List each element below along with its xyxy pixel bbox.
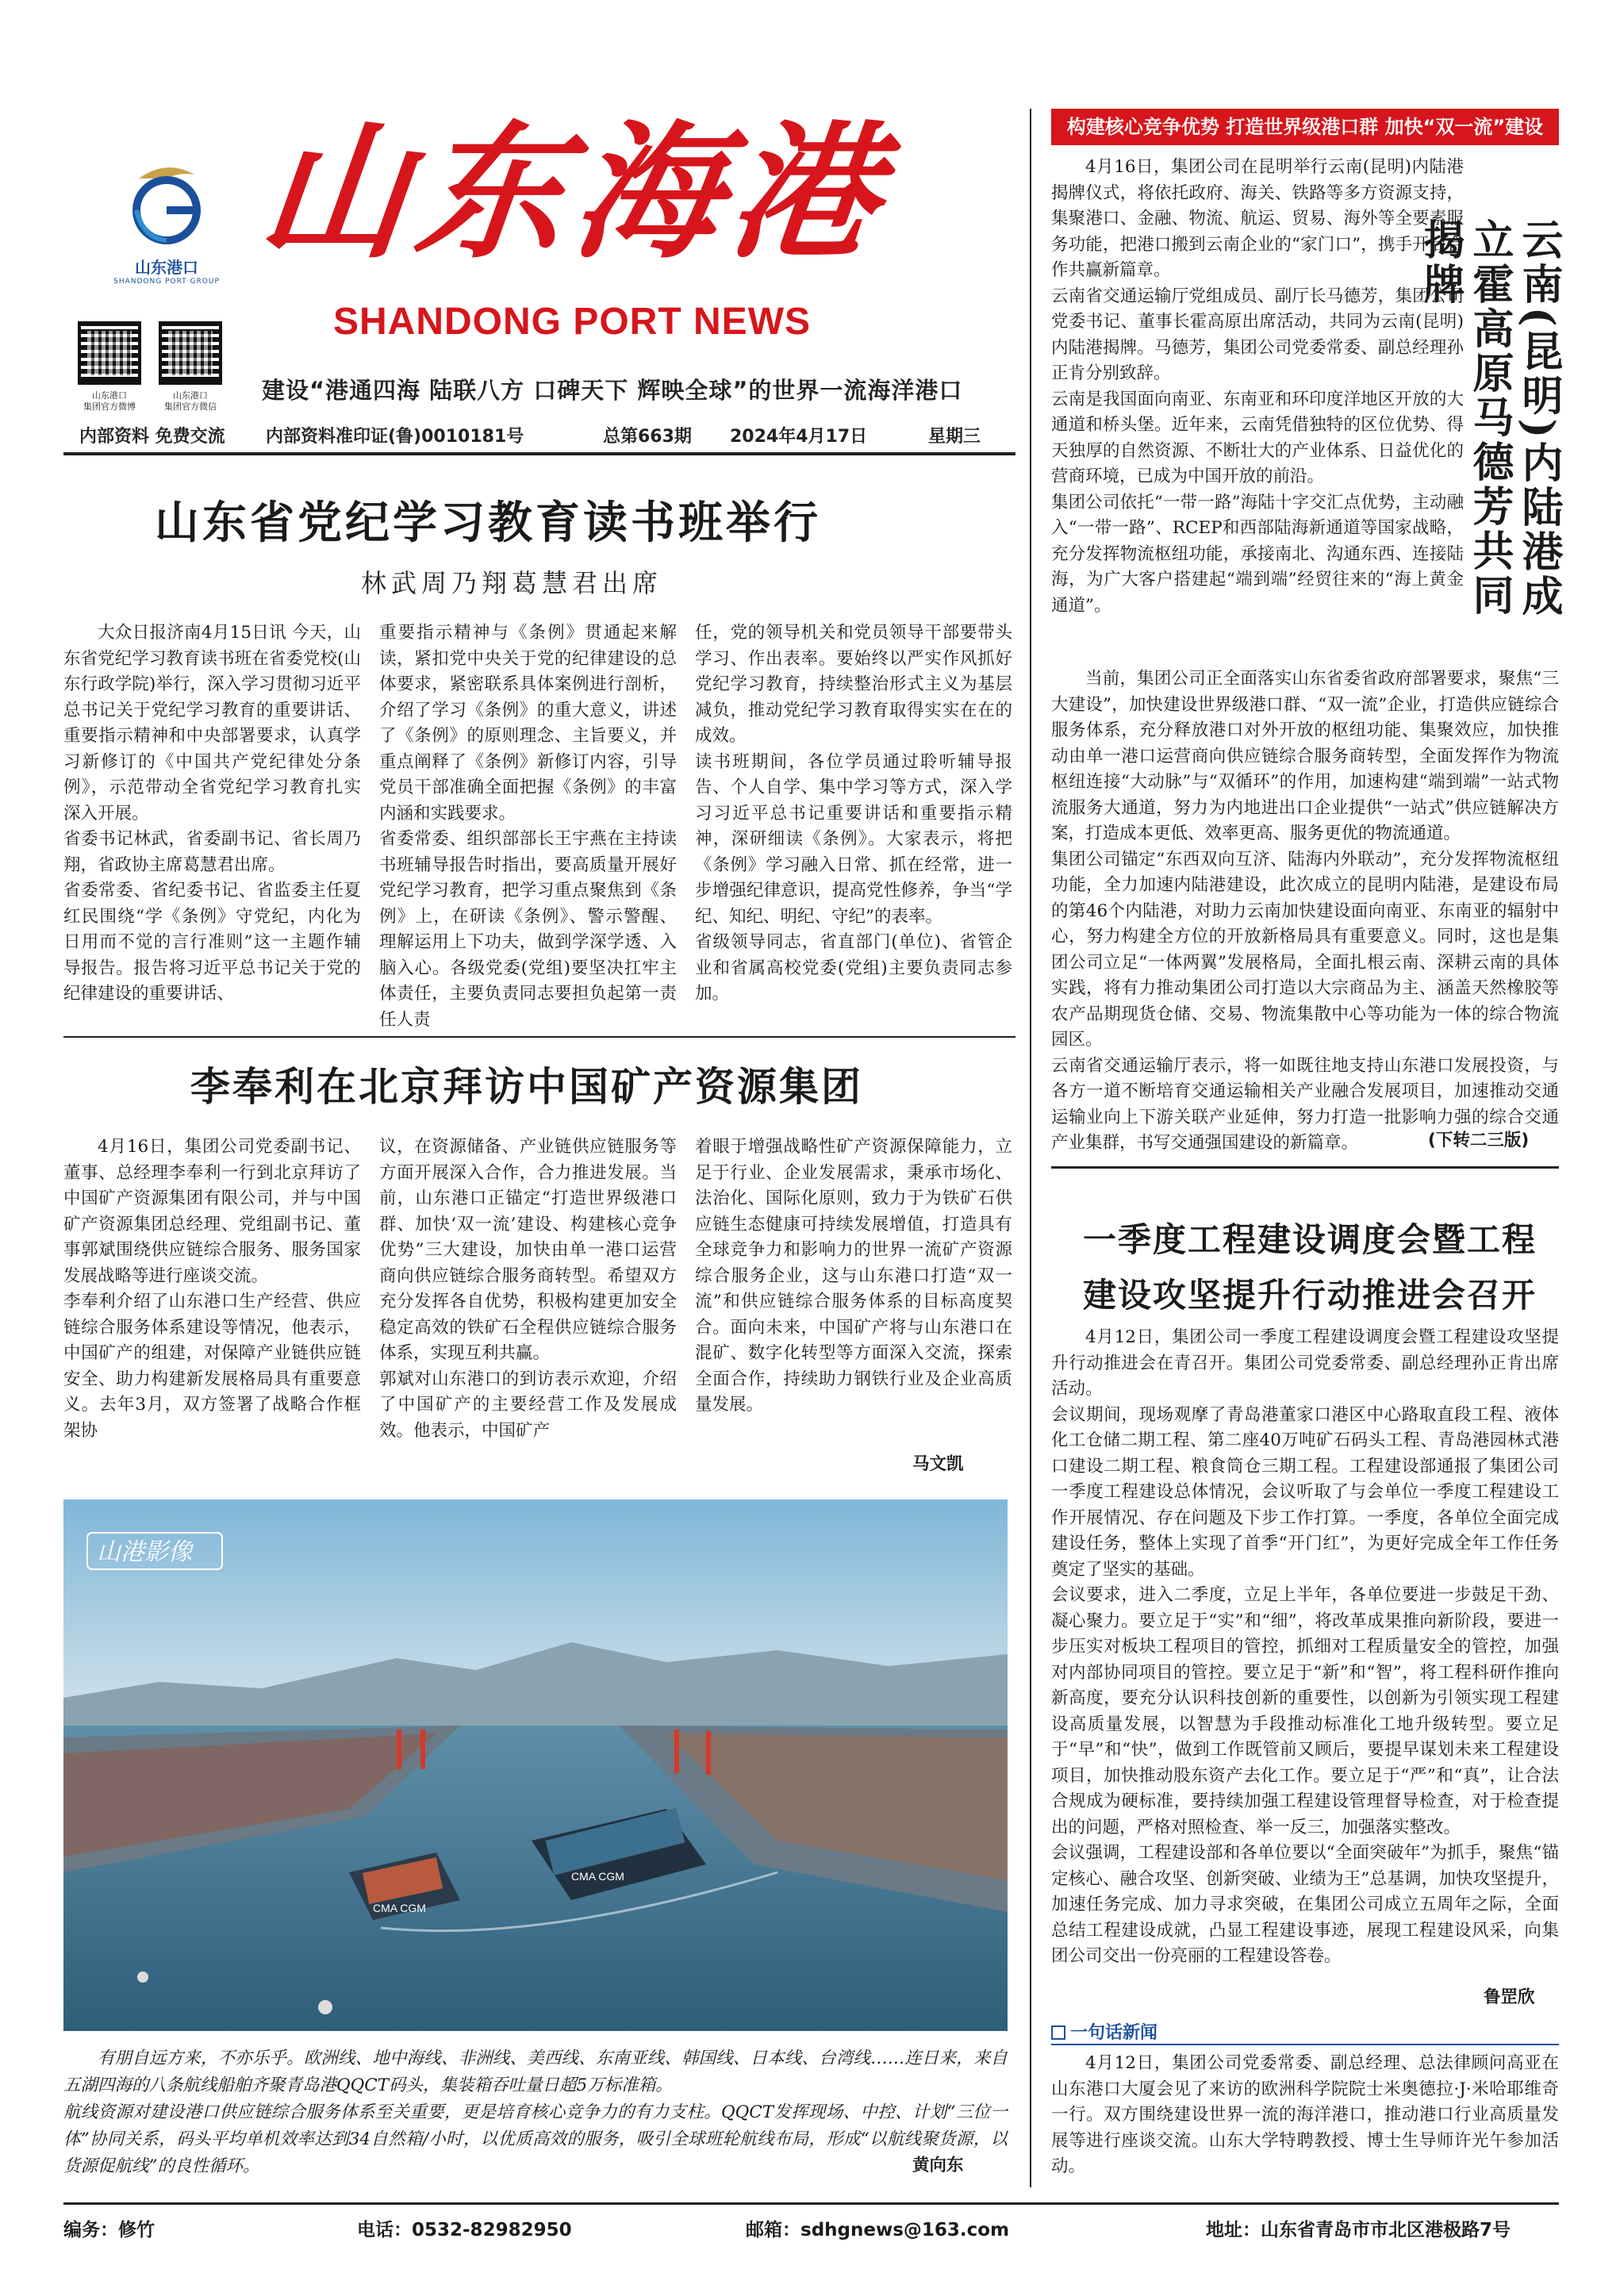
article-divider	[63, 1036, 1015, 1038]
group-logo	[111, 155, 222, 305]
photo-byline: 黄向东	[912, 2156, 964, 2175]
distribution-note: 内部资料 免费交流	[79, 427, 225, 447]
footer-address: 地址：山东省青岛市市北区港极路7号	[1206, 2220, 1511, 2240]
logo-subtext: SHANDONG PORT GROUP	[113, 278, 220, 286]
right-divider	[1051, 1166, 1559, 1169]
issue-number: 总第663期	[603, 427, 692, 447]
column-divider	[1030, 109, 1031, 2187]
wechat-qr-icon	[159, 321, 222, 385]
article3-byline: 鲁罡欣	[1484, 1987, 1535, 2007]
newspaper-title-english: SHANDONG PORT NEWS	[333, 301, 812, 343]
issue-date: 2024年4月17日	[730, 427, 868, 447]
footer-divider	[63, 2202, 1559, 2205]
footer-email: 邮箱：sdhgnews@163.com	[746, 2220, 1010, 2240]
ship1-label: CMA CGM	[373, 1902, 426, 1914]
photo-stamp: 山港影像	[97, 1538, 192, 1566]
lead-story-vertical-title: 云南(昆明)内陆港成立霍高原马德芳共同揭牌	[1416, 218, 1563, 620]
article1-column-2: 重要指示精神与《条例》贯通起来解读，紧扣党中央关于党的纪律建设的总体要求，紧密联系具体案例进行剖析，介绍了学习《条例》的重大意义，讲述了《条例》的原则理念、主旨要义，并重点阐释了《条例》新修订内容，引导党员干部准确全面把握《条例》的丰富内涵和实践要求。 省委常委、组织部部长王宇燕在主持读书班辅导报告时指出，要高质量开展好党纪学习教育，把学习重点聚焦到《条例》上，在研读《条例》、警示警醒、理解运用上下功夫，做到学深学透、入脑入心。各级党委(党组)要坚决扛牢主体责任，主要负责同志要担负起第一责任人责	[379, 623, 677, 1030]
photo-caption: 有朋自远方来，不亦乐乎。欧洲线、地中海线、非洲线、美西线、东南亚线、韩国线、日本线、台湾线……连日来，来自五湖四海的八条航线船舶齐聚青岛港QQCT码头，集装箱吞吐量日超5万标准箱。 航线资源对建设港口供应链综合服务体系至关重要，更是培育核心竞争力的有力支柱。QQCT发挥现场、中控、计划“三位一体”协同关系，码头平均单机效率达到34自然箱/小时，以优质高效的服务，吸引全球班轮航线布局，形成“以航线聚货源，以货源促航线”的良性循环。	[63, 2048, 1008, 2176]
brief-news-tag	[1051, 2019, 1157, 2044]
brief-news-text: 4月12日，集团公司党委常委、副总经理、总法律顾问高亚在山东港口大厦会见了来访的欧洲科学院院士米奥德拉·J·米哈耶维奇一行。双方围绕建设世界一流的海洋港口，推动港口行业高质量发展等进行座谈交流。山东大学特聘教授、博士生导师许光午参加活动。	[1051, 2053, 1559, 2176]
article1-subtitle: 林武周乃翔葛慧君出席	[361, 568, 663, 598]
weibo-qr-label: 山东港口 集团官方微博	[83, 390, 136, 413]
port-logo-icon	[119, 155, 214, 250]
article1-column-3: 任，党的领导机关和党员领导干部要带头学习、作出表率。要始终以严实作风抓好党纪学习教育，持续整治形式主义为基层减负，推动党纪学习教育取得实实在在的成效。 读书班期间，各位学员通过聆听辅导报告、个人自学、集中学习等方式，深入学习习近平总书记重要讲话和重要指示精神，深研细读《条例》。大家表示，将把《条例》学习融入日常、抓在经常，进一步增强纪律意识，提高党性修养，争当“学纪、知纪、明纪、守纪”的表率。 省级领导同志，省直部门(单位)、省管企业和省属高校党委(党组)主要负责同志参加。	[695, 623, 1012, 1004]
campaign-banner: 构建核心竞争优势 打造世界级港口群 加快“双一流”建设	[1051, 109, 1559, 145]
slogan: 建设“港通四海 陆联八方 口碑天下 辉映全球”的世界一流海洋港口	[262, 377, 963, 404]
article3-title-line2: 建设攻坚提升行动推进会召开	[1083, 1276, 1537, 1315]
brief-news-rule	[1051, 2044, 1559, 2045]
article2-column-1: 4月16日，集团公司党委副书记、董事、总经理李奉利一行到北京拜访了中国矿产资源集团有限公司，并与中国矿产资源集团总经理、党组副书记、董事郭斌围绕供应链综合服务、服务国家发展战略等进行座谈交流。 李奉利介绍了山东港口生产经营、供应链综合服务体系建设等情况，他表示，中国矿产的组建，对保障产业链供应链安全、助力构建新发展格局具有重要意义。去年3月，双方签署了战略合作框架协	[63, 1137, 361, 1441]
footer	[63, 2215, 1559, 2247]
port-photo	[63, 1499, 1008, 2031]
issue-weekday: 星期三	[928, 427, 981, 447]
square-icon	[1051, 2025, 1065, 2040]
article1-column-1: 大众日报济南4月15日讯 今天，山东省党纪学习教育读书班在省委党校(山东行政学院)举行，深入学习贯彻习近平总书记关于党纪学习教育的重要讲话、重要指示精神和中央部署要求，认真学习新修订的《中国共产党纪律处分条例》，示范带动全省党纪学习教育扎实深入开展。 省委书记林武，省委副书记、省长周乃翔，省政协主席葛慧君出席。 省委常委、省纪委书记、省监委主任夏红民围绕“学《条例》守党纪，内化为日用而不觉的言行准则”这一主题作辅导报告。报告将习近平总书记关于党的纪律建设的重要讲话、	[63, 623, 361, 1004]
article2-column-3: 着眼于增强战略性矿产资源保障能力，立足于行业、企业发展需求，秉承市场化、法治化、国际化原则，致力于为铁矿石供应链生态健康可持续发展增值，打造具有全球竞争力和影响力的世界一流矿产资源综合服务企业，这与山东港口打造“双一流”和供应链综合服务体系的目标高度契合。面向未来，中国矿产将与山东港口在混矿、数字化转型等方面深入交流，探索全面合作，持续助力钢铁行业及企业高质量发展。	[695, 1137, 1012, 1415]
weibo-qr-icon	[78, 321, 141, 385]
lead-story-top-text: 4月16日，集团公司在昆明举行云南(昆明)内陆港揭牌仪式，将依托政府、海关、铁路等多方资源支持，集聚港口、金融、物流、航运、贸易、海外等全要素服务功能，把港口搬到云南企业的“家门口”，携手开启合作共赢新篇章。 云南省交通运输厅党组成员、副厅长马德芳，集团公司党委书记、董事长霍高原出席活动，共同为云南(昆明)内陆港揭牌。马德芳，集团公司党委常委、副总经理孙正肯分别致辞。 云南是我国面向南亚、东南亚和环印度洋地区开放的大通道和桥头堡。近年来，云南凭借独特的区位优势、得天独厚的自然资源、不断壮大的产业体系、日益优化的营商环境，已成为中国开放的前沿。 集团公司依托“一带一路”海陆十字交汇点优势，主动融入“一带一路”、RCEP和西部陆海新通道等国家战略，充分发挥物流枢纽功能，承接南北、沟通东西、连接陆海，为广大客户搭建起“端到端”经贸往来的“海上黄金通道”。	[1051, 157, 1464, 616]
logo-text: 山东港口	[135, 258, 198, 277]
masthead-divider	[63, 452, 1015, 455]
article3-title-line1: 一季度工程建设调度会暨工程	[1083, 1220, 1537, 1259]
article2-title: 李奉利在北京拜访中国矿产资源集团	[190, 1063, 863, 1110]
footer-editor: 编务：修竹	[63, 2220, 155, 2240]
article1-title: 山东省党纪学习教育读书班举行	[155, 497, 821, 549]
continued-note: (下转二三版)	[1428, 1131, 1530, 1150]
wechat-qr-label: 山东港口 集团官方微信	[164, 390, 217, 413]
article2-column-2: 议，在资源储备、产业链供应链服务等方面开展深入合作，合力推进发展。当前，山东港口正锚定“打造世界级港口群、加快‘双一流’建设、构建核心竞争优势”三大建设，加快由单一港口运营商向供应链综合服务商转型。希望双方充分发挥各自优势，积极构建更加安全稳定高效的铁矿石全程供应链综合服务体系，实现互利共赢。 郭斌对山东港口的到访表示欢迎，介绍了中国矿产的主要经营工作及发展成效。他表示，中国矿产	[379, 1137, 677, 1441]
article3-body: 4月12日，集团公司一季度工程建设调度会暨工程建设攻坚提升行动推进会在青召开。集团公司党委常委、副总经理孙正肯出席活动。 会议期间，现场观摩了青岛港董家口港区中心路取直段工程、液体化工仓储二期工程、第二座40万吨矿石码头工程、青岛港园林式港口建设二期工程、粮食筒仓三期工程。工程建设部通报了集团公司一季度工程建设总体情况，会议听取了与会单位一季度工程建设工作开展情况、存在问题及下步工作打算。一季度，各单位全面完成建设任务，整体上实现了首季“开门红”，为更好完成全年工作任务奠定了坚实的基础。 会议要求，进入二季度，立足上半年，各单位要进一步鼓足干劲、凝心聚力。要立足于“实”和“细”，将改革成果推向新阶段，要进一步压实对板块工程项目的管控，抓细对工程质量安全的管控，加强对内部协同项目的管控。要立足于“新”和“智”，将工程科研作推向新高度，要充分认识科技创新的重要性，以创新为引领实现工程建设高质量发展，以智慧为手段推动标准化工地升级转型。要立足于“早”和“快”，做到工作既管前又顾后，要提早谋划未来工程建设项目，加快推动股东资产去化工作。要立足于“严”和“真”，让合法合规成为硬标准，要持续加强工程建设管理督导检查，对于检查提出的问题，严格对照检查、举一反三，加强落实整改。 会议强调，工程建设部和各单位要以“全面突破年”为抓手，聚焦“锚定核心、融合攻坚、创新突破、业绩为王”总基调，加快攻坚提升，加速任务完成、加力寻求突破，在集团公司成立五周年之际，全面总结工程建设成就，凸显工程建设事迹，展现工程建设风采，向集团公司交出一份亮丽的工程建设答卷。	[1051, 1327, 1559, 1966]
ship2-label: CMA CGM	[571, 1870, 624, 1883]
container-port-aerial-image	[63, 1499, 1008, 2031]
newspaper-title: 山东海港	[252, 106, 896, 278]
article2-byline: 马文凯	[912, 1454, 964, 1474]
footer-phone: 电话：0532-82982950	[357, 2220, 572, 2240]
brief-news-label: 一句话新闻	[1070, 2023, 1158, 2043]
lead-story-body: 当前，集团公司正全面落实山东省委省政府部署要求，聚焦“三大建设”，加快建设世界级港口群、“双一流”企业，打造供应链综合服务体系，充分释放港口对外开放的枢纽功能、集聚效应，加快推动由单一港口运营商向供应链综合服务商转型，全面发挥作为物流枢纽连接“大动脉”与“双循环”的作用，加速构建“端到端”一站式物流服务大通道，努力为内地进出口企业提供“一站式”供应链解决方案，打造成本更低、效率更高、服务更优的物流通道。 集团公司锚定“东西双向互济、陆海内外联动”，充分发挥物流枢纽功能，全力加速内陆港建设，此次成立的昆明内陆港，是建设布局的第46个内陆港，对助力云南加快建设面向南亚、东南亚的辐射中心，努力构建全方位的开放新格局具有重要意义。同时，这也是集团公司立足“一体两翼”发展格局，全面扎根云南、深耕云南的具体实践，将有力推动集团公司打造以大宗商品为主、涵盖天然橡胶等农产品期现货仓储、交易、物流集散中心等功能为一体的综合物流园区。 云南省交通运输厅表示，将一如既往地支持山东港口发展投资，与各方一道不断培育交通运输相关产业融合发展项目，加速推动交通运输业向上下游关联产业延伸，努力打造一批影响力强的综合交通产业集群，书写交通强国建设的新篇章。	[1051, 669, 1559, 1153]
permit-number: 内部资料准印证(鲁)0010181号	[266, 427, 524, 447]
